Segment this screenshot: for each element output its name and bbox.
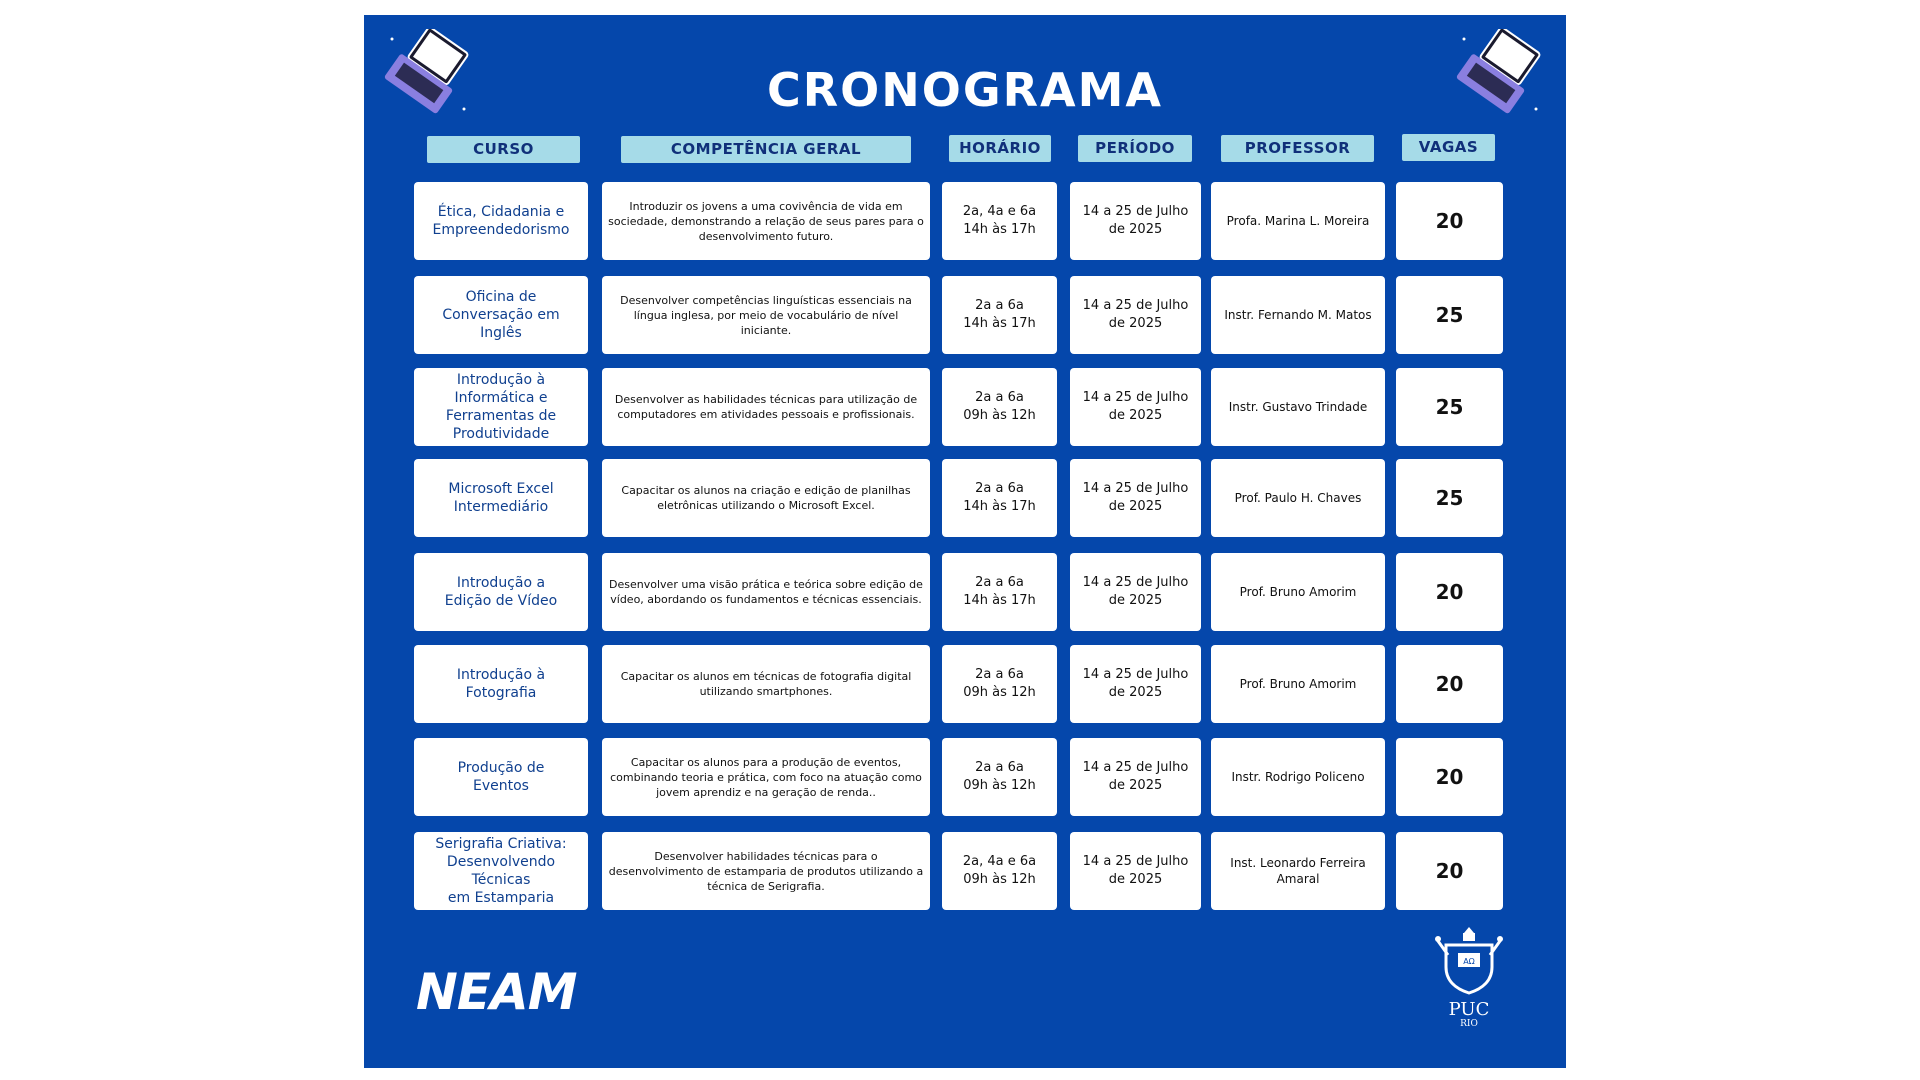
competencia-cell-text: Introduzir os jovens a uma covivência de vida em sociedade, demonstrando a relação de seus pares para o desenvolvimento futuro. [608,199,924,243]
course-cell-text [432,203,569,239]
professor-cell [1211,645,1385,723]
course-cell-line: Edição de Vídeo [444,593,558,609]
competencia-cell-text: Desenvolver habilidades técnicas para o desenvolvimento de estamparia de produtos utilizando a técnica de Serigrafia. [608,849,924,893]
periodo-cell-text [1083,574,1189,610]
puc-name: PUC [1448,999,1490,1020]
periodo-cell-line: 14 a 25 de Julho [1082,667,1189,682]
course-cell-text [457,666,545,702]
vagas-cell [1396,276,1503,354]
horario-cell [942,459,1057,537]
vagas-cell [1396,182,1503,260]
header-curso: CURSO [427,136,580,163]
horario-cell [942,832,1057,910]
periodo-cell-text [1083,666,1189,702]
puc-crest-icon [1434,925,1504,997]
professor-cell [1211,182,1385,260]
competencia-cell-text: Desenvolver as habilidades técnicas para utilização de computadores em atividades pessoais e profissionais. [614,393,918,421]
course-cell-text [446,371,556,443]
competencia-cell [602,832,930,910]
course-cell-line: Ética, Cidadania e [437,204,565,220]
competencia-cell [602,553,930,631]
competencia-cell [602,368,930,446]
course-cell-line: Ferramentas de [445,408,557,424]
horario-cell-line: 2a a 6a [975,390,1024,405]
horario-cell-line: 2a a 6a [975,481,1024,496]
header-competencia: COMPETÊNCIA GERAL [621,136,911,163]
professor-cell-text: Instr. Rodrigo Policeno [1231,770,1365,784]
horario-cell-line: 14h às 17h [963,499,1036,514]
course-cell-text [418,835,584,907]
periodo-cell-line: de 2025 [1108,872,1163,887]
course-cell [414,276,588,354]
horario-cell-line: 09h às 12h [963,778,1036,793]
course-cell [414,553,588,631]
horario-cell-line: 14h às 17h [963,593,1036,608]
periodo-cell-line: 14 a 25 de Julho [1082,204,1189,219]
periodo-cell-line: 14 a 25 de Julho [1082,390,1189,405]
svg-text:AΩ: AΩ [1463,957,1475,966]
course-cell-line: Eventos [473,778,529,794]
competencia-cell-text: Capacitar os alunos em técnicas de fotografia digital utilizando smartphones. [620,670,912,698]
puc-rio-logo [1424,925,1514,1030]
course-cell-line: Fotografia [465,685,537,701]
periodo-cell-line: de 2025 [1108,408,1163,423]
course-cell-text [458,759,545,795]
periodo-cell [1070,738,1201,816]
header-periodo: PERÍODO [1078,135,1192,162]
competencia-cell-text: Desenvolver uma visão prática e teórica sobre edição de vídeo, abordando os fundamentos e técnicas essenciais. [609,578,923,606]
horario-cell-line: 2a a 6a [975,760,1024,775]
professor-cell-text: Prof. Bruno Amorim [1239,585,1357,599]
periodo-cell [1070,553,1201,631]
periodo-cell-text [1083,853,1189,889]
periodo-cell-line: de 2025 [1108,222,1163,237]
professor-cell [1211,738,1385,816]
course-cell [414,738,588,816]
horario-cell [942,368,1057,446]
professor-cell [1211,553,1385,631]
vagas-cell-text: 20 [1435,580,1464,604]
periodo-cell-text [1083,389,1189,425]
periodo-cell-line: 14 a 25 de Julho [1082,481,1189,496]
vagas-cell-text: 20 [1435,672,1464,696]
professor-cell-text: Prof. Paulo H. Chaves [1234,491,1362,505]
course-cell-text [445,574,557,610]
header-vagas: VAGAS [1402,134,1495,161]
puc-sub: RIO [1460,1019,1478,1029]
horario-cell-line: 2a a 6a [975,667,1024,682]
vagas-cell-text: 20 [1435,765,1464,789]
horario-cell-line: 09h às 12h [963,872,1036,887]
course-cell-line: Desenvolvendo Técnicas [446,854,556,888]
horario-cell-text [963,203,1036,239]
professor-cell [1211,832,1385,910]
professor-cell-text: Inst. Leonardo Ferreira Amaral [1230,856,1366,886]
horario-cell-line: 09h às 12h [963,685,1036,700]
horario-cell [942,182,1057,260]
periodo-cell [1070,182,1201,260]
neam-logo: NEAM [416,963,577,1021]
periodo-cell-text [1083,759,1189,795]
periodo-cell-line: 14 a 25 de Julho [1082,298,1189,313]
header-professor: PROFESSOR [1221,135,1374,162]
competencia-cell [602,738,930,816]
periodo-cell-line: de 2025 [1108,778,1163,793]
competencia-cell [602,182,930,260]
horario-cell-line: 14h às 17h [963,222,1036,237]
horario-cell-text [963,853,1036,889]
horario-cell-text [963,759,1036,795]
professor-cell-text: Instr. Gustavo Trindade [1228,400,1368,414]
periodo-cell-line: de 2025 [1108,593,1163,608]
competencia-cell-text: Capacitar os alunos para a produção de eventos, combinando teoria e prática, com foco na atuação como jovem aprendiz e na geração de renda.. [610,755,922,799]
horario-cell-text [963,297,1036,333]
horario-cell-line: 14h às 17h [963,316,1036,331]
periodo-cell [1070,276,1201,354]
horario-cell-text [963,574,1036,610]
course-cell-text [442,288,559,342]
vagas-cell-text: 25 [1435,395,1464,419]
course-cell-line: Introdução à [456,667,546,683]
periodo-cell-text [1083,203,1189,239]
vagas-cell [1396,368,1503,446]
course-cell [414,645,588,723]
course-cell-line: Produtividade [452,426,550,442]
professor-cell [1211,276,1385,354]
periodo-cell-text [1083,480,1189,516]
course-cell [414,182,588,260]
page-title: CRONOGRAMA [766,63,1164,117]
vagas-cell-text: 20 [1435,859,1464,883]
course-cell-line: Informática e [454,390,548,406]
horario-cell [942,276,1057,354]
course-cell [414,368,588,446]
competencia-cell-text: Desenvolver competências linguísticas essenciais na língua inglesa, por meio de vocabulário de nível iniciante. [620,293,912,337]
course-cell-line: Oficina de [465,289,537,305]
course-cell-line: Introdução à [456,372,546,388]
competencia-cell-text: Capacitar os alunos na criação e edição de planilhas eletrônicas utilizando o Microsoft Excel. [621,484,911,512]
course-cell-line: Empreendedorismo [432,222,570,238]
professor-cell-text: Instr. Fernando M. Matos [1224,308,1372,322]
course-cell-line: Produção de [457,760,545,776]
professor-cell [1211,459,1385,537]
course-cell [414,459,588,537]
periodo-cell [1070,368,1201,446]
horario-cell-text [963,666,1036,702]
course-cell-line: Microsoft Excel [448,481,554,497]
horario-cell-text [963,389,1036,425]
horario-cell-line: 09h às 12h [963,408,1036,423]
course-cell-line: Serigrafia Criativa: [435,836,567,852]
vagas-cell [1396,553,1503,631]
vagas-cell-text: 25 [1435,486,1464,510]
course-cell-line: Inglês [480,325,522,341]
periodo-cell-line: de 2025 [1108,316,1163,331]
horario-cell-line: 2a, 4a e 6a [962,854,1037,869]
vagas-cell [1396,832,1503,910]
vagas-cell [1396,738,1503,816]
header-horario: HORÁRIO [949,135,1051,162]
course-cell-line: Intermediário [453,499,549,515]
periodo-cell-line: de 2025 [1108,685,1163,700]
horario-cell [942,553,1057,631]
professor-cell-text: Prof. Bruno Amorim [1239,677,1357,691]
vagas-cell-text: 20 [1435,209,1464,233]
horario-cell-text [963,480,1036,516]
horario-cell [942,738,1057,816]
course-cell-line: Conversação em [442,307,560,323]
periodo-cell [1070,645,1201,723]
professor-cell-text: Profa. Marina L. Moreira [1226,214,1370,228]
vagas-cell [1396,645,1503,723]
vagas-cell [1396,459,1503,537]
poster [364,15,1566,1068]
competencia-cell [602,276,930,354]
horario-cell-line: 2a, 4a e 6a [962,204,1037,219]
course-cell-text [448,480,553,516]
course-cell [414,832,588,910]
horario-cell [942,645,1057,723]
competencia-cell [602,459,930,537]
periodo-cell-line: 14 a 25 de Julho [1082,575,1189,590]
periodo-cell-line: de 2025 [1108,499,1163,514]
periodo-cell-text [1083,297,1189,333]
periodo-cell-line: 14 a 25 de Julho [1082,760,1189,775]
professor-cell [1211,368,1385,446]
vagas-cell-text: 25 [1435,303,1464,327]
periodo-cell [1070,459,1201,537]
course-cell-line: em Estamparia [447,890,555,906]
course-cell-line: Introdução a [456,575,546,591]
periodo-cell-line: 14 a 25 de Julho [1082,854,1189,869]
horario-cell-line: 2a a 6a [975,298,1024,313]
competencia-cell [602,645,930,723]
horario-cell-line: 2a a 6a [975,575,1024,590]
periodo-cell [1070,832,1201,910]
